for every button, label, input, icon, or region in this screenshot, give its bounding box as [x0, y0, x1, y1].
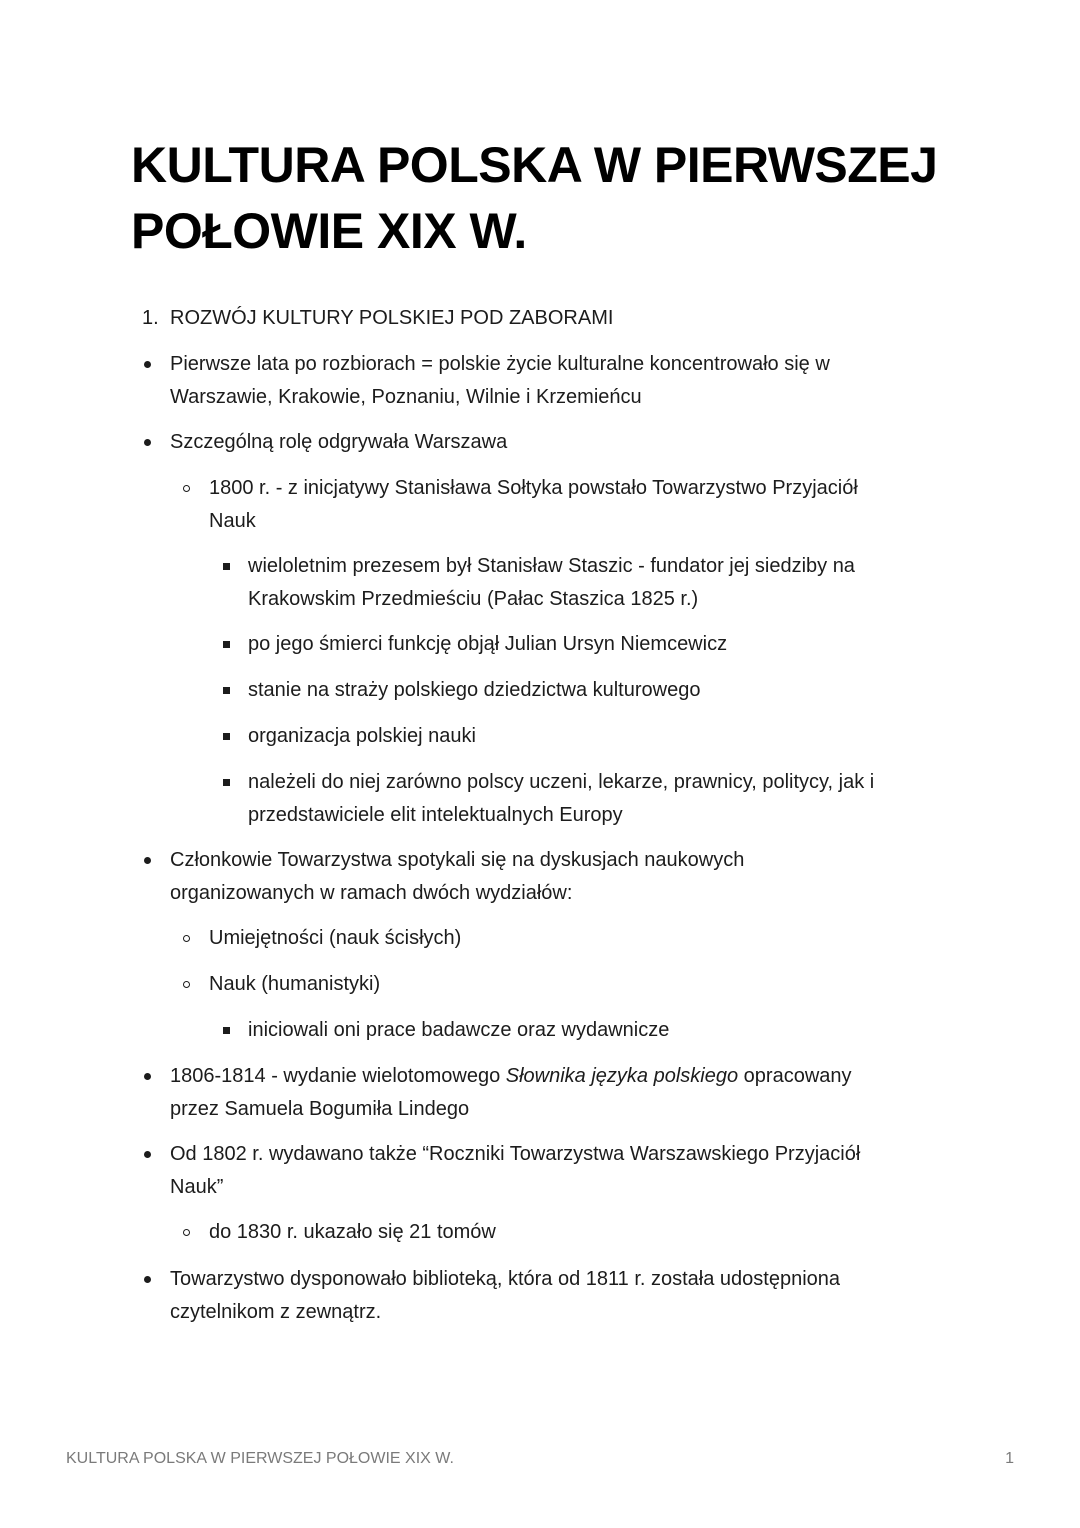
list-item-text: opracowany	[738, 1065, 852, 1087]
list-item-line: po jego śmierci funkcję objął Julian Ursyn Niemcewicz	[248, 633, 728, 655]
list-item-line: Nauk	[209, 510, 256, 532]
list-item-line: należeli do niej zarówno polscy uczeni, lekarze, prawnicy, politycy, jak i	[248, 771, 875, 793]
list-item-line: stanie na straży polskiego dziedzictwa kulturowego	[248, 679, 701, 701]
book-title: Słownika języka polskiego	[505, 1065, 739, 1087]
bullet-square-icon	[223, 641, 230, 648]
bullet-circle-icon	[183, 485, 190, 492]
list-item	[170, 1138, 860, 1204]
list-item	[209, 922, 461, 955]
bullet-square-icon	[223, 1027, 230, 1034]
list-item	[170, 426, 507, 459]
list-item	[170, 1263, 840, 1329]
footer-title: KULTURA POLSKA W PIERWSZEJ POŁOWIE XIX W.	[66, 1450, 454, 1467]
list-item	[248, 720, 476, 753]
list-item-line: czytelnikom z zewnątrz.	[170, 1301, 382, 1323]
list-item-line: wieloletnim prezesem był Stanisław Staszic - fundator jej siedziby na	[248, 555, 855, 577]
list-item-line: Od 1802 r. wydawano także “Roczniki Towarzystwa Warszawskiego Przyjaciół	[170, 1143, 861, 1165]
list-item	[209, 1216, 496, 1249]
list-item-line: Krakowskim Przedmieściu (Pałac Staszica 1825 r.)	[248, 588, 699, 610]
list-item-line: iniciowali oni prace badawcze oraz wydawnicze	[248, 1019, 670, 1041]
list-item-line: 1800 r. - z inicjatywy Stanisława Sołtyka powstało Towarzystwo Przyjaciół	[209, 477, 858, 499]
list-item	[170, 1060, 852, 1126]
bullet-circle-icon	[183, 981, 190, 988]
bullet-disc-icon	[144, 1151, 151, 1158]
list-item-line: do 1830 r. ukazało się 21 tomów	[209, 1221, 496, 1243]
bullet-disc-icon	[144, 857, 151, 864]
bullet-disc-icon	[144, 1073, 151, 1080]
page-number: 1	[1005, 1450, 1014, 1467]
bullet-square-icon	[223, 733, 230, 740]
section-heading	[170, 302, 613, 335]
list-item	[248, 550, 855, 616]
bullet-square-icon	[223, 779, 230, 786]
list-item	[170, 348, 830, 414]
bullet-disc-icon	[144, 439, 151, 446]
list-item	[248, 1014, 669, 1047]
list-item-line: przedstawiciele elit intelektualnych Europy	[248, 804, 623, 826]
list-item	[248, 628, 727, 661]
list-item	[170, 844, 744, 910]
bullet-circle-icon	[183, 1229, 190, 1236]
list-item-line: Umiejętności (nauk ścisłych)	[209, 927, 462, 949]
bullet-square-icon	[223, 563, 230, 570]
list-item-line: Członkowie Towarzystwa spotykali się na dyskusjach naukowych	[170, 849, 745, 871]
list-item	[209, 968, 380, 1001]
page-title: KULTURA POLSKA W PIERWSZEJ POŁOWIE XIX W.	[131, 137, 938, 259]
list-item-line: przez Samuela Bogumiła Lindego	[170, 1098, 470, 1120]
list-item-line: organizowanych w ramach dwóch wydziałów:	[170, 882, 573, 904]
list-item-line: organizacja polskiej nauki	[248, 725, 476, 747]
list-item-line: Nauk”	[170, 1176, 224, 1198]
list-item-line: Towarzystwo dysponowało biblioteką, która od 1811 r. została udostępniona	[170, 1268, 841, 1290]
list-item-line: Warszawie, Krakowie, Poznaniu, Wilnie i Krzemieńcu	[170, 386, 642, 408]
list-item	[248, 674, 700, 707]
section-number: 1.	[142, 307, 159, 329]
list-item-line: Szczególną rolę odgrywała Warszawa	[170, 431, 508, 453]
list-item-line	[170, 1060, 852, 1093]
bullet-square-icon	[223, 687, 230, 694]
list-item-line: Pierwsze lata po rozbiorach = polskie życie kulturalne koncentrowało się w	[170, 353, 830, 375]
section-heading-text: ROZWÓJ KULTURY POLSKIEJ POD ZABORAMI	[170, 307, 614, 329]
bullet-disc-icon	[144, 361, 151, 368]
bullet-circle-icon	[183, 935, 190, 942]
list-item-line: Nauk (humanistyki)	[209, 973, 381, 995]
list-item-text: 1806-1814 - wydanie wielotomowego	[170, 1065, 506, 1087]
bullet-disc-icon	[144, 1276, 151, 1283]
list-item	[248, 766, 874, 832]
list-item	[209, 472, 858, 538]
